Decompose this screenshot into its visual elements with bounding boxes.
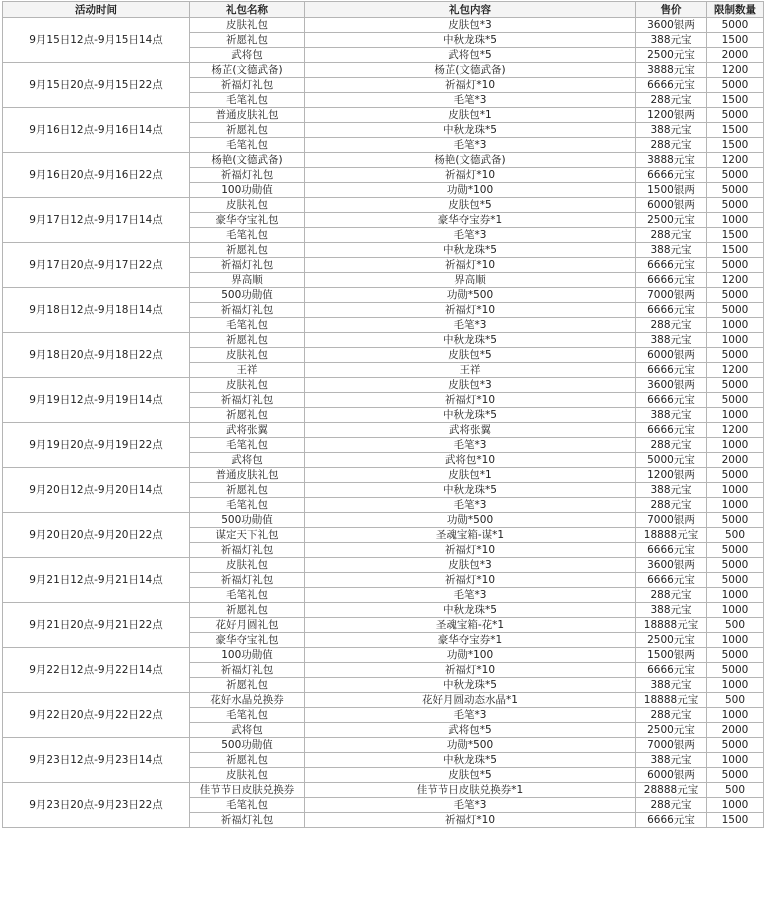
price-cell: 7000银两 [636, 513, 707, 528]
limit-cell: 1500 [707, 138, 764, 153]
pack-content-cell: 中秋龙珠*5 [305, 678, 636, 693]
pack-content-cell: 祈福灯*10 [305, 813, 636, 828]
pack-name-cell: 杨芷(文德武备) [190, 63, 305, 78]
pack-name-cell: 武将张翼 [190, 423, 305, 438]
limit-cell: 5000 [707, 288, 764, 303]
limit-cell: 1000 [707, 333, 764, 348]
limit-cell: 5000 [707, 183, 764, 198]
pack-content-cell: 皮肤包*3 [305, 378, 636, 393]
price-cell: 388元宝 [636, 123, 707, 138]
price-cell: 3888元宝 [636, 63, 707, 78]
pack-content-cell: 祈福灯*10 [305, 258, 636, 273]
activity-time-cell: 9月16日12点-9月16日14点 [3, 108, 190, 153]
activity-time-cell: 9月22日20点-9月22日22点 [3, 693, 190, 738]
price-cell: 288元宝 [636, 138, 707, 153]
limit-cell: 2000 [707, 48, 764, 63]
pack-name-cell: 毛笔礼包 [190, 138, 305, 153]
price-cell: 2500元宝 [636, 213, 707, 228]
limit-cell: 1500 [707, 33, 764, 48]
limit-cell: 5000 [707, 468, 764, 483]
pack-name-cell: 祈愿礼包 [190, 243, 305, 258]
limit-cell: 5000 [707, 108, 764, 123]
limit-cell: 5000 [707, 768, 764, 783]
pack-content-cell: 圣魂宝箱-谋*1 [305, 528, 636, 543]
price-cell: 288元宝 [636, 588, 707, 603]
pack-name-cell: 皮肤礼包 [190, 378, 305, 393]
activity-time-cell: 9月16日20点-9月16日22点 [3, 153, 190, 198]
table-row [3, 63, 764, 78]
pack-name-cell: 佳节节日皮肤兑换券 [190, 783, 305, 798]
activity-time-cell: 9月23日20点-9月23日22点 [3, 783, 190, 828]
limit-cell: 1200 [707, 423, 764, 438]
table-row [3, 693, 764, 708]
price-cell: 388元宝 [636, 678, 707, 693]
pack-name-cell: 豪华夺宝礼包 [190, 633, 305, 648]
pack-name-cell: 祈愿礼包 [190, 603, 305, 618]
activity-time-cell: 9月20日20点-9月20日22点 [3, 513, 190, 558]
price-cell: 6666元宝 [636, 813, 707, 828]
limit-cell: 1000 [707, 588, 764, 603]
price-cell: 388元宝 [636, 33, 707, 48]
pack-content-cell: 祈福灯*10 [305, 543, 636, 558]
price-cell: 1500银两 [636, 648, 707, 663]
limit-cell: 500 [707, 693, 764, 708]
pack-content-cell: 中秋龙珠*5 [305, 243, 636, 258]
limit-cell: 1500 [707, 228, 764, 243]
table-row [3, 783, 764, 798]
pack-content-cell: 中秋龙珠*5 [305, 333, 636, 348]
price-cell: 2500元宝 [636, 633, 707, 648]
pack-content-cell: 武将张翼 [305, 423, 636, 438]
pack-content-cell: 祈福灯*10 [305, 663, 636, 678]
price-cell: 388元宝 [636, 483, 707, 498]
pack-name-cell: 毛笔礼包 [190, 438, 305, 453]
pack-content-cell: 皮肤包*1 [305, 108, 636, 123]
limit-cell: 1500 [707, 123, 764, 138]
pack-name-cell: 豪华夺宝礼包 [190, 213, 305, 228]
activity-time-cell: 9月19日12点-9月19日14点 [3, 378, 190, 423]
pack-content-cell: 功勋*500 [305, 738, 636, 753]
pack-name-cell: 祈福灯礼包 [190, 573, 305, 588]
limit-cell: 1500 [707, 93, 764, 108]
activity-time-cell: 9月21日20点-9月21日22点 [3, 603, 190, 648]
limit-cell: 5000 [707, 663, 764, 678]
pack-content-cell: 皮肤包*1 [305, 468, 636, 483]
price-cell: 388元宝 [636, 603, 707, 618]
pack-name-cell: 界高顺 [190, 273, 305, 288]
pack-content-cell: 武将包*10 [305, 453, 636, 468]
header-pack-content: 礼包内容 [305, 2, 636, 18]
header-limit: 限制数量 [707, 2, 764, 18]
pack-name-cell: 祈愿礼包 [190, 753, 305, 768]
limit-cell: 1000 [707, 318, 764, 333]
price-cell: 6666元宝 [636, 573, 707, 588]
limit-cell: 1000 [707, 213, 764, 228]
pack-name-cell: 毛笔礼包 [190, 228, 305, 243]
pack-content-cell: 祈福灯*10 [305, 573, 636, 588]
pack-content-cell: 武将包*5 [305, 48, 636, 63]
pack-content-cell: 佳节节日皮肤兑换券*1 [305, 783, 636, 798]
limit-cell: 5000 [707, 198, 764, 213]
price-cell: 1200银两 [636, 108, 707, 123]
price-cell: 288元宝 [636, 708, 707, 723]
price-cell: 2500元宝 [636, 48, 707, 63]
pack-content-cell: 功勋*100 [305, 648, 636, 663]
activity-time-cell: 9月17日12点-9月17日14点 [3, 198, 190, 243]
table-row [3, 648, 764, 663]
pack-name-cell: 祈愿礼包 [190, 678, 305, 693]
limit-cell: 5000 [707, 648, 764, 663]
limit-cell: 1000 [707, 678, 764, 693]
limit-cell: 1000 [707, 408, 764, 423]
pack-content-cell: 豪华夺宝券*1 [305, 213, 636, 228]
limit-cell: 1000 [707, 498, 764, 513]
pack-content-cell: 功勋*100 [305, 183, 636, 198]
pack-content-cell: 中秋龙珠*5 [305, 753, 636, 768]
pack-content-cell: 圣魂宝箱-花*1 [305, 618, 636, 633]
pack-name-cell: 普通皮肤礼包 [190, 468, 305, 483]
limit-cell: 500 [707, 783, 764, 798]
limit-cell: 5000 [707, 303, 764, 318]
pack-name-cell: 祈福灯礼包 [190, 168, 305, 183]
price-cell: 28888元宝 [636, 783, 707, 798]
pack-content-cell: 中秋龙珠*5 [305, 33, 636, 48]
price-cell: 6666元宝 [636, 543, 707, 558]
pack-name-cell: 祈愿礼包 [190, 333, 305, 348]
pack-content-cell: 皮肤包*3 [305, 558, 636, 573]
limit-cell: 5000 [707, 168, 764, 183]
price-cell: 6666元宝 [636, 78, 707, 93]
pack-name-cell: 500功勋值 [190, 288, 305, 303]
limit-cell: 5000 [707, 558, 764, 573]
price-cell: 6666元宝 [636, 303, 707, 318]
pack-name-cell: 武将包 [190, 453, 305, 468]
pack-content-cell: 毛笔*3 [305, 588, 636, 603]
pack-content-cell: 界高顺 [305, 273, 636, 288]
price-cell: 5000元宝 [636, 453, 707, 468]
pack-name-cell: 毛笔礼包 [190, 588, 305, 603]
pack-name-cell: 毛笔礼包 [190, 318, 305, 333]
pack-name-cell: 祈愿礼包 [190, 408, 305, 423]
pack-name-cell: 毛笔礼包 [190, 798, 305, 813]
price-cell: 1500银两 [636, 183, 707, 198]
pack-name-cell: 皮肤礼包 [190, 198, 305, 213]
pack-content-cell: 中秋龙珠*5 [305, 483, 636, 498]
activity-time-cell: 9月19日20点-9月19日22点 [3, 423, 190, 468]
pack-name-cell: 毛笔礼包 [190, 93, 305, 108]
limit-cell: 5000 [707, 78, 764, 93]
pack-name-cell: 100功勋值 [190, 648, 305, 663]
pack-name-cell: 谋定天下礼包 [190, 528, 305, 543]
limit-cell: 1000 [707, 438, 764, 453]
pack-name-cell: 祈愿礼包 [190, 123, 305, 138]
table-row [3, 378, 764, 393]
pack-name-cell: 皮肤礼包 [190, 18, 305, 33]
limit-cell: 1000 [707, 483, 764, 498]
activity-time-cell: 9月18日12点-9月18日14点 [3, 288, 190, 333]
price-cell: 6666元宝 [636, 363, 707, 378]
price-cell: 7000银两 [636, 288, 707, 303]
limit-cell: 5000 [707, 393, 764, 408]
pack-name-cell: 皮肤礼包 [190, 768, 305, 783]
table-row [3, 423, 764, 438]
gift-pack-schedule-table [2, 1, 764, 828]
price-cell: 388元宝 [636, 753, 707, 768]
pack-content-cell: 功勋*500 [305, 288, 636, 303]
limit-cell: 5000 [707, 543, 764, 558]
pack-content-cell: 豪华夺宝券*1 [305, 633, 636, 648]
limit-cell: 5000 [707, 378, 764, 393]
pack-name-cell: 500功勋值 [190, 738, 305, 753]
pack-content-cell: 毛笔*3 [305, 138, 636, 153]
pack-name-cell: 花好月圆礼包 [190, 618, 305, 633]
limit-cell: 1500 [707, 813, 764, 828]
table-row [3, 108, 764, 123]
table-row [3, 738, 764, 753]
pack-content-cell: 毛笔*3 [305, 93, 636, 108]
pack-name-cell: 祈愿礼包 [190, 33, 305, 48]
limit-cell: 1000 [707, 798, 764, 813]
pack-content-cell: 中秋龙珠*5 [305, 123, 636, 138]
pack-name-cell: 祈福灯礼包 [190, 258, 305, 273]
pack-content-cell: 杨艳(文德武备) [305, 153, 636, 168]
pack-content-cell: 王祥 [305, 363, 636, 378]
pack-content-cell: 毛笔*3 [305, 798, 636, 813]
pack-content-cell: 中秋龙珠*5 [305, 408, 636, 423]
limit-cell: 2000 [707, 453, 764, 468]
pack-name-cell: 祈福灯礼包 [190, 303, 305, 318]
limit-cell: 5000 [707, 258, 764, 273]
pack-name-cell: 祈福灯礼包 [190, 78, 305, 93]
price-cell: 6000银两 [636, 198, 707, 213]
pack-content-cell: 杨芷(文德武备) [305, 63, 636, 78]
table-row [3, 468, 764, 483]
pack-content-cell: 中秋龙珠*5 [305, 603, 636, 618]
pack-content-cell: 毛笔*3 [305, 318, 636, 333]
header-price: 售价 [636, 2, 707, 18]
limit-cell: 1200 [707, 153, 764, 168]
price-cell: 288元宝 [636, 318, 707, 333]
pack-content-cell: 皮肤包*5 [305, 198, 636, 213]
limit-cell: 1000 [707, 633, 764, 648]
table-body [3, 18, 764, 828]
price-cell: 6000银两 [636, 348, 707, 363]
price-cell: 7000银两 [636, 738, 707, 753]
header-pack-name: 礼包名称 [190, 2, 305, 18]
pack-name-cell: 祈福灯礼包 [190, 663, 305, 678]
price-cell: 18888元宝 [636, 618, 707, 633]
table-row [3, 333, 764, 348]
limit-cell: 1200 [707, 363, 764, 378]
pack-content-cell: 皮肤包*5 [305, 348, 636, 363]
pack-content-cell: 祈福灯*10 [305, 303, 636, 318]
pack-name-cell: 皮肤礼包 [190, 558, 305, 573]
price-cell: 18888元宝 [636, 528, 707, 543]
price-cell: 6666元宝 [636, 258, 707, 273]
activity-time-cell: 9月17日20点-9月17日22点 [3, 243, 190, 288]
price-cell: 3600银两 [636, 558, 707, 573]
pack-content-cell: 皮肤包*5 [305, 768, 636, 783]
price-cell: 388元宝 [636, 243, 707, 258]
limit-cell: 1000 [707, 708, 764, 723]
price-cell: 6666元宝 [636, 168, 707, 183]
limit-cell: 5000 [707, 573, 764, 588]
table-row [3, 18, 764, 33]
limit-cell: 1500 [707, 243, 764, 258]
price-cell: 288元宝 [636, 93, 707, 108]
activity-time-cell: 9月18日20点-9月18日22点 [3, 333, 190, 378]
table-row [3, 153, 764, 168]
price-cell: 2500元宝 [636, 723, 707, 738]
table-row [3, 603, 764, 618]
pack-name-cell: 祈福灯礼包 [190, 393, 305, 408]
pack-name-cell: 普通皮肤礼包 [190, 108, 305, 123]
pack-content-cell: 武将包*5 [305, 723, 636, 738]
pack-name-cell: 500功勋值 [190, 513, 305, 528]
price-cell: 388元宝 [636, 408, 707, 423]
pack-name-cell: 皮肤礼包 [190, 348, 305, 363]
pack-name-cell: 祈愿礼包 [190, 483, 305, 498]
pack-content-cell: 皮肤包*3 [305, 18, 636, 33]
price-cell: 6666元宝 [636, 273, 707, 288]
price-cell: 6666元宝 [636, 423, 707, 438]
activity-time-cell: 9月21日12点-9月21日14点 [3, 558, 190, 603]
limit-cell: 5000 [707, 738, 764, 753]
limit-cell: 500 [707, 618, 764, 633]
limit-cell: 5000 [707, 513, 764, 528]
limit-cell: 2000 [707, 723, 764, 738]
table-row [3, 513, 764, 528]
pack-content-cell: 毛笔*3 [305, 438, 636, 453]
pack-name-cell: 毛笔礼包 [190, 708, 305, 723]
table-header-row [3, 2, 764, 18]
pack-name-cell: 杨艳(文德武备) [190, 153, 305, 168]
pack-name-cell: 花好水晶兑换券 [190, 693, 305, 708]
pack-content-cell: 祈福灯*10 [305, 78, 636, 93]
pack-content-cell: 祈福灯*10 [305, 168, 636, 183]
price-cell: 1200银两 [636, 468, 707, 483]
price-cell: 288元宝 [636, 498, 707, 513]
pack-name-cell: 武将包 [190, 48, 305, 63]
limit-cell: 500 [707, 528, 764, 543]
limit-cell: 1000 [707, 603, 764, 618]
price-cell: 3888元宝 [636, 153, 707, 168]
pack-content-cell: 毛笔*3 [305, 708, 636, 723]
price-cell: 288元宝 [636, 228, 707, 243]
table-row [3, 288, 764, 303]
pack-content-cell: 毛笔*3 [305, 498, 636, 513]
pack-name-cell: 祈福灯礼包 [190, 543, 305, 558]
activity-time-cell: 9月15日20点-9月15日22点 [3, 63, 190, 108]
pack-content-cell: 花好月圆动态水晶*1 [305, 693, 636, 708]
table-row [3, 558, 764, 573]
price-cell: 288元宝 [636, 798, 707, 813]
limit-cell: 5000 [707, 348, 764, 363]
price-cell: 388元宝 [636, 333, 707, 348]
activity-time-cell: 9月15日12点-9月15日14点 [3, 18, 190, 63]
pack-content-cell: 祈福灯*10 [305, 393, 636, 408]
activity-time-cell: 9月22日12点-9月22日14点 [3, 648, 190, 693]
pack-content-cell: 毛笔*3 [305, 228, 636, 243]
limit-cell: 5000 [707, 18, 764, 33]
price-cell: 3600银两 [636, 18, 707, 33]
pack-name-cell: 祈福灯礼包 [190, 813, 305, 828]
table-row [3, 243, 764, 258]
pack-name-cell: 王祥 [190, 363, 305, 378]
activity-time-cell: 9月20日12点-9月20日14点 [3, 468, 190, 513]
price-cell: 6000银两 [636, 768, 707, 783]
pack-name-cell: 武将包 [190, 723, 305, 738]
header-activity-time: 活动时间 [3, 2, 190, 18]
limit-cell: 1200 [707, 273, 764, 288]
price-cell: 6666元宝 [636, 663, 707, 678]
table-row [3, 198, 764, 213]
price-cell: 288元宝 [636, 438, 707, 453]
limit-cell: 1200 [707, 63, 764, 78]
price-cell: 18888元宝 [636, 693, 707, 708]
pack-name-cell: 100功勋值 [190, 183, 305, 198]
price-cell: 3600银两 [636, 378, 707, 393]
limit-cell: 1000 [707, 753, 764, 768]
pack-content-cell: 功勋*500 [305, 513, 636, 528]
pack-name-cell: 毛笔礼包 [190, 498, 305, 513]
activity-time-cell: 9月23日12点-9月23日14点 [3, 738, 190, 783]
price-cell: 6666元宝 [636, 393, 707, 408]
